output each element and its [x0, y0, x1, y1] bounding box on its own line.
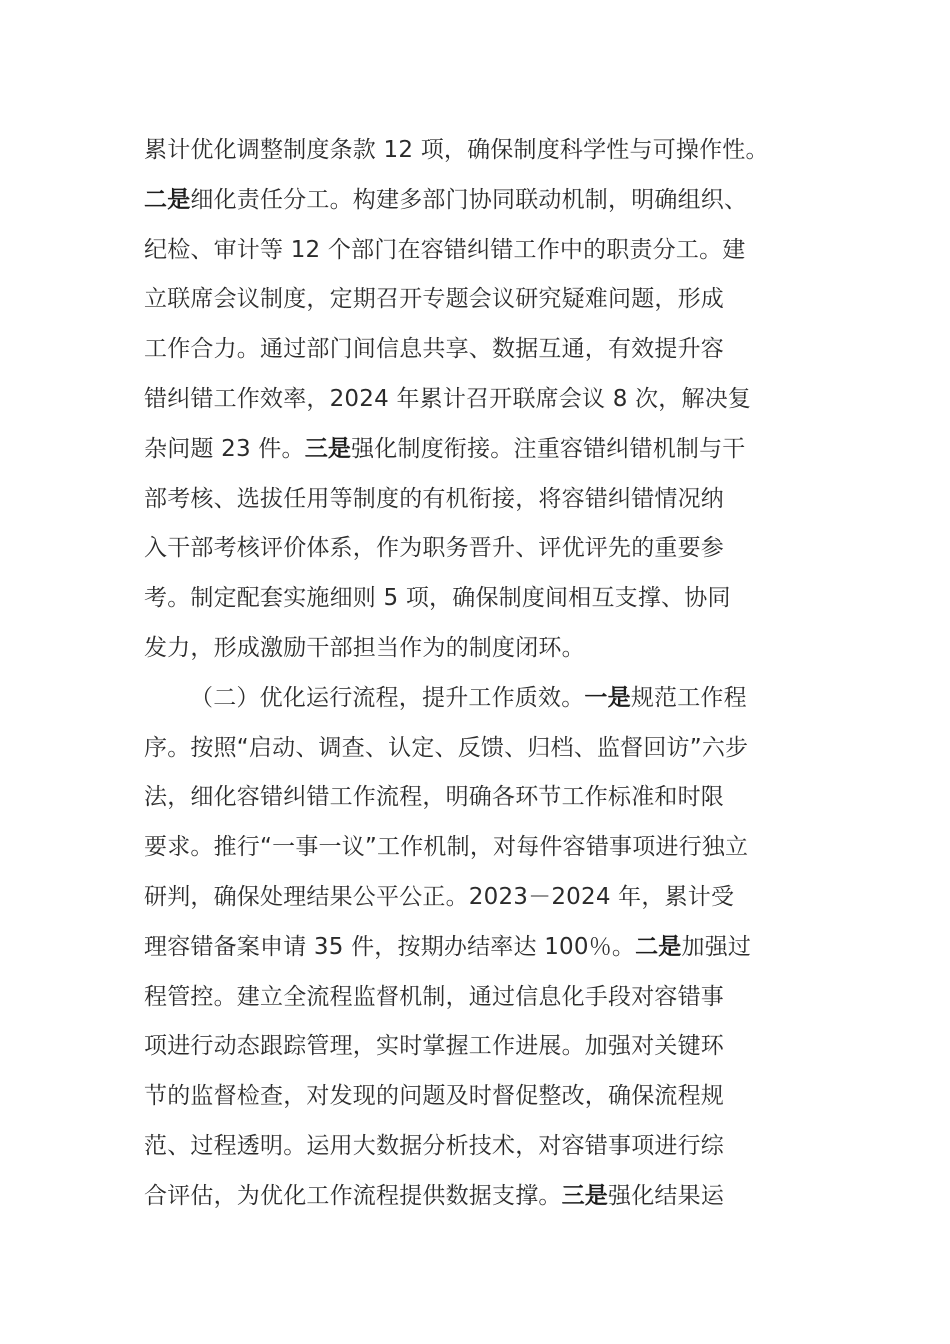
body-text: 发力，形成激励干部担当作为的制度闭环。 — [144, 634, 585, 661]
text-line — [144, 325, 824, 375]
text-line — [144, 1172, 824, 1222]
body-text: 杂问题 23 件。 — [144, 435, 305, 462]
body-text: 序。按照“启动、调查、认定、反馈、归档、监督回访”六步 — [144, 734, 749, 761]
body-text: 入干部考核评价体系，作为职务晋升、评优评先的重要参 — [144, 535, 724, 562]
text-line — [144, 973, 824, 1023]
text-line — [144, 1022, 824, 1072]
body-text: 要求。推行“一事一议”工作机制，对每件容错事项进行独立 — [144, 834, 749, 861]
body-text: 程管控。建立全流程监督机制，通过信息化手段对容错事 — [144, 983, 724, 1010]
body-text: 节的监督检查，对发现的问题及时督促整改，确保流程规 — [144, 1083, 724, 1110]
body-text: 理容错备案申请 35 件，按期办结率达 100％。 — [144, 933, 636, 960]
body-text: 规范工作程 — [630, 684, 747, 711]
body-text: 合评估，为优化工作流程提供数据支撑。 — [144, 1182, 562, 1209]
text-line — [144, 873, 824, 923]
text-line — [144, 674, 824, 724]
bold-lead-text: 三是 — [561, 1182, 609, 1209]
document-body — [144, 126, 824, 1222]
text-line — [144, 574, 824, 624]
body-text: 累计优化调整制度条款 12 项，确保制度科学性与可操作性。 — [144, 137, 769, 163]
bold-lead-text: 二是 — [635, 933, 682, 960]
body-text: 错纠错工作效率，2024 年累计召开联席会议 8 次，解决复 — [144, 385, 752, 412]
text-line — [144, 425, 824, 475]
text-line — [144, 524, 824, 574]
text-line — [144, 1122, 824, 1172]
body-text: 项进行动态跟踪管理，实时掌握工作进展。加强对关键环 — [144, 1033, 724, 1060]
body-text: 部考核、选拔任用等制度的有机衔接，将容错纠错情况纳 — [144, 485, 724, 512]
text-line — [144, 475, 824, 525]
body-text: 加强过 — [681, 933, 752, 960]
text-line — [144, 923, 824, 973]
text-line — [144, 126, 824, 176]
body-text: （二）优化运行流程，提升工作质效。 — [190, 684, 585, 711]
text-line — [144, 1072, 824, 1122]
text-line — [144, 724, 824, 774]
text-line — [144, 823, 824, 873]
body-text: 强化制度衔接。注重容错纠错机制与干 — [351, 435, 746, 462]
text-line — [144, 624, 824, 674]
text-line — [144, 275, 824, 325]
bold-lead-text: 三是 — [304, 435, 352, 462]
text-line — [144, 176, 824, 226]
body-text: 研判，确保处理结果公平公正。2023－2024 年，累计受 — [144, 883, 735, 910]
text-line — [144, 773, 824, 823]
body-text: 纪检、审计等 12 个部门在容错纠错工作中的职责分工。建 — [144, 236, 746, 263]
text-line — [144, 226, 824, 276]
text-line — [144, 375, 824, 425]
body-text: 范、过程透明。运用大数据分析技术，对容错事项进行综 — [144, 1132, 724, 1159]
body-text: 工作合力。通过部门间信息共享、数据互通，有效提升容 — [144, 336, 724, 363]
bold-lead-text: 一是 — [584, 684, 631, 711]
body-text: 法，细化容错纠错工作流程，明确各环节工作标准和时限 — [144, 784, 724, 811]
body-text: 考。制定配套实施细则 5 项，确保制度间相互支撑、协同 — [144, 585, 731, 612]
body-text: 细化责任分工。构建多部门协同联动机制，明确组织、 — [190, 186, 748, 213]
body-text: 立联席会议制度，定期召开专题会议研究疑难问题，形成 — [144, 286, 724, 313]
bold-lead-text: 二是 — [144, 186, 191, 213]
body-text: 强化结果运 — [608, 1182, 725, 1209]
